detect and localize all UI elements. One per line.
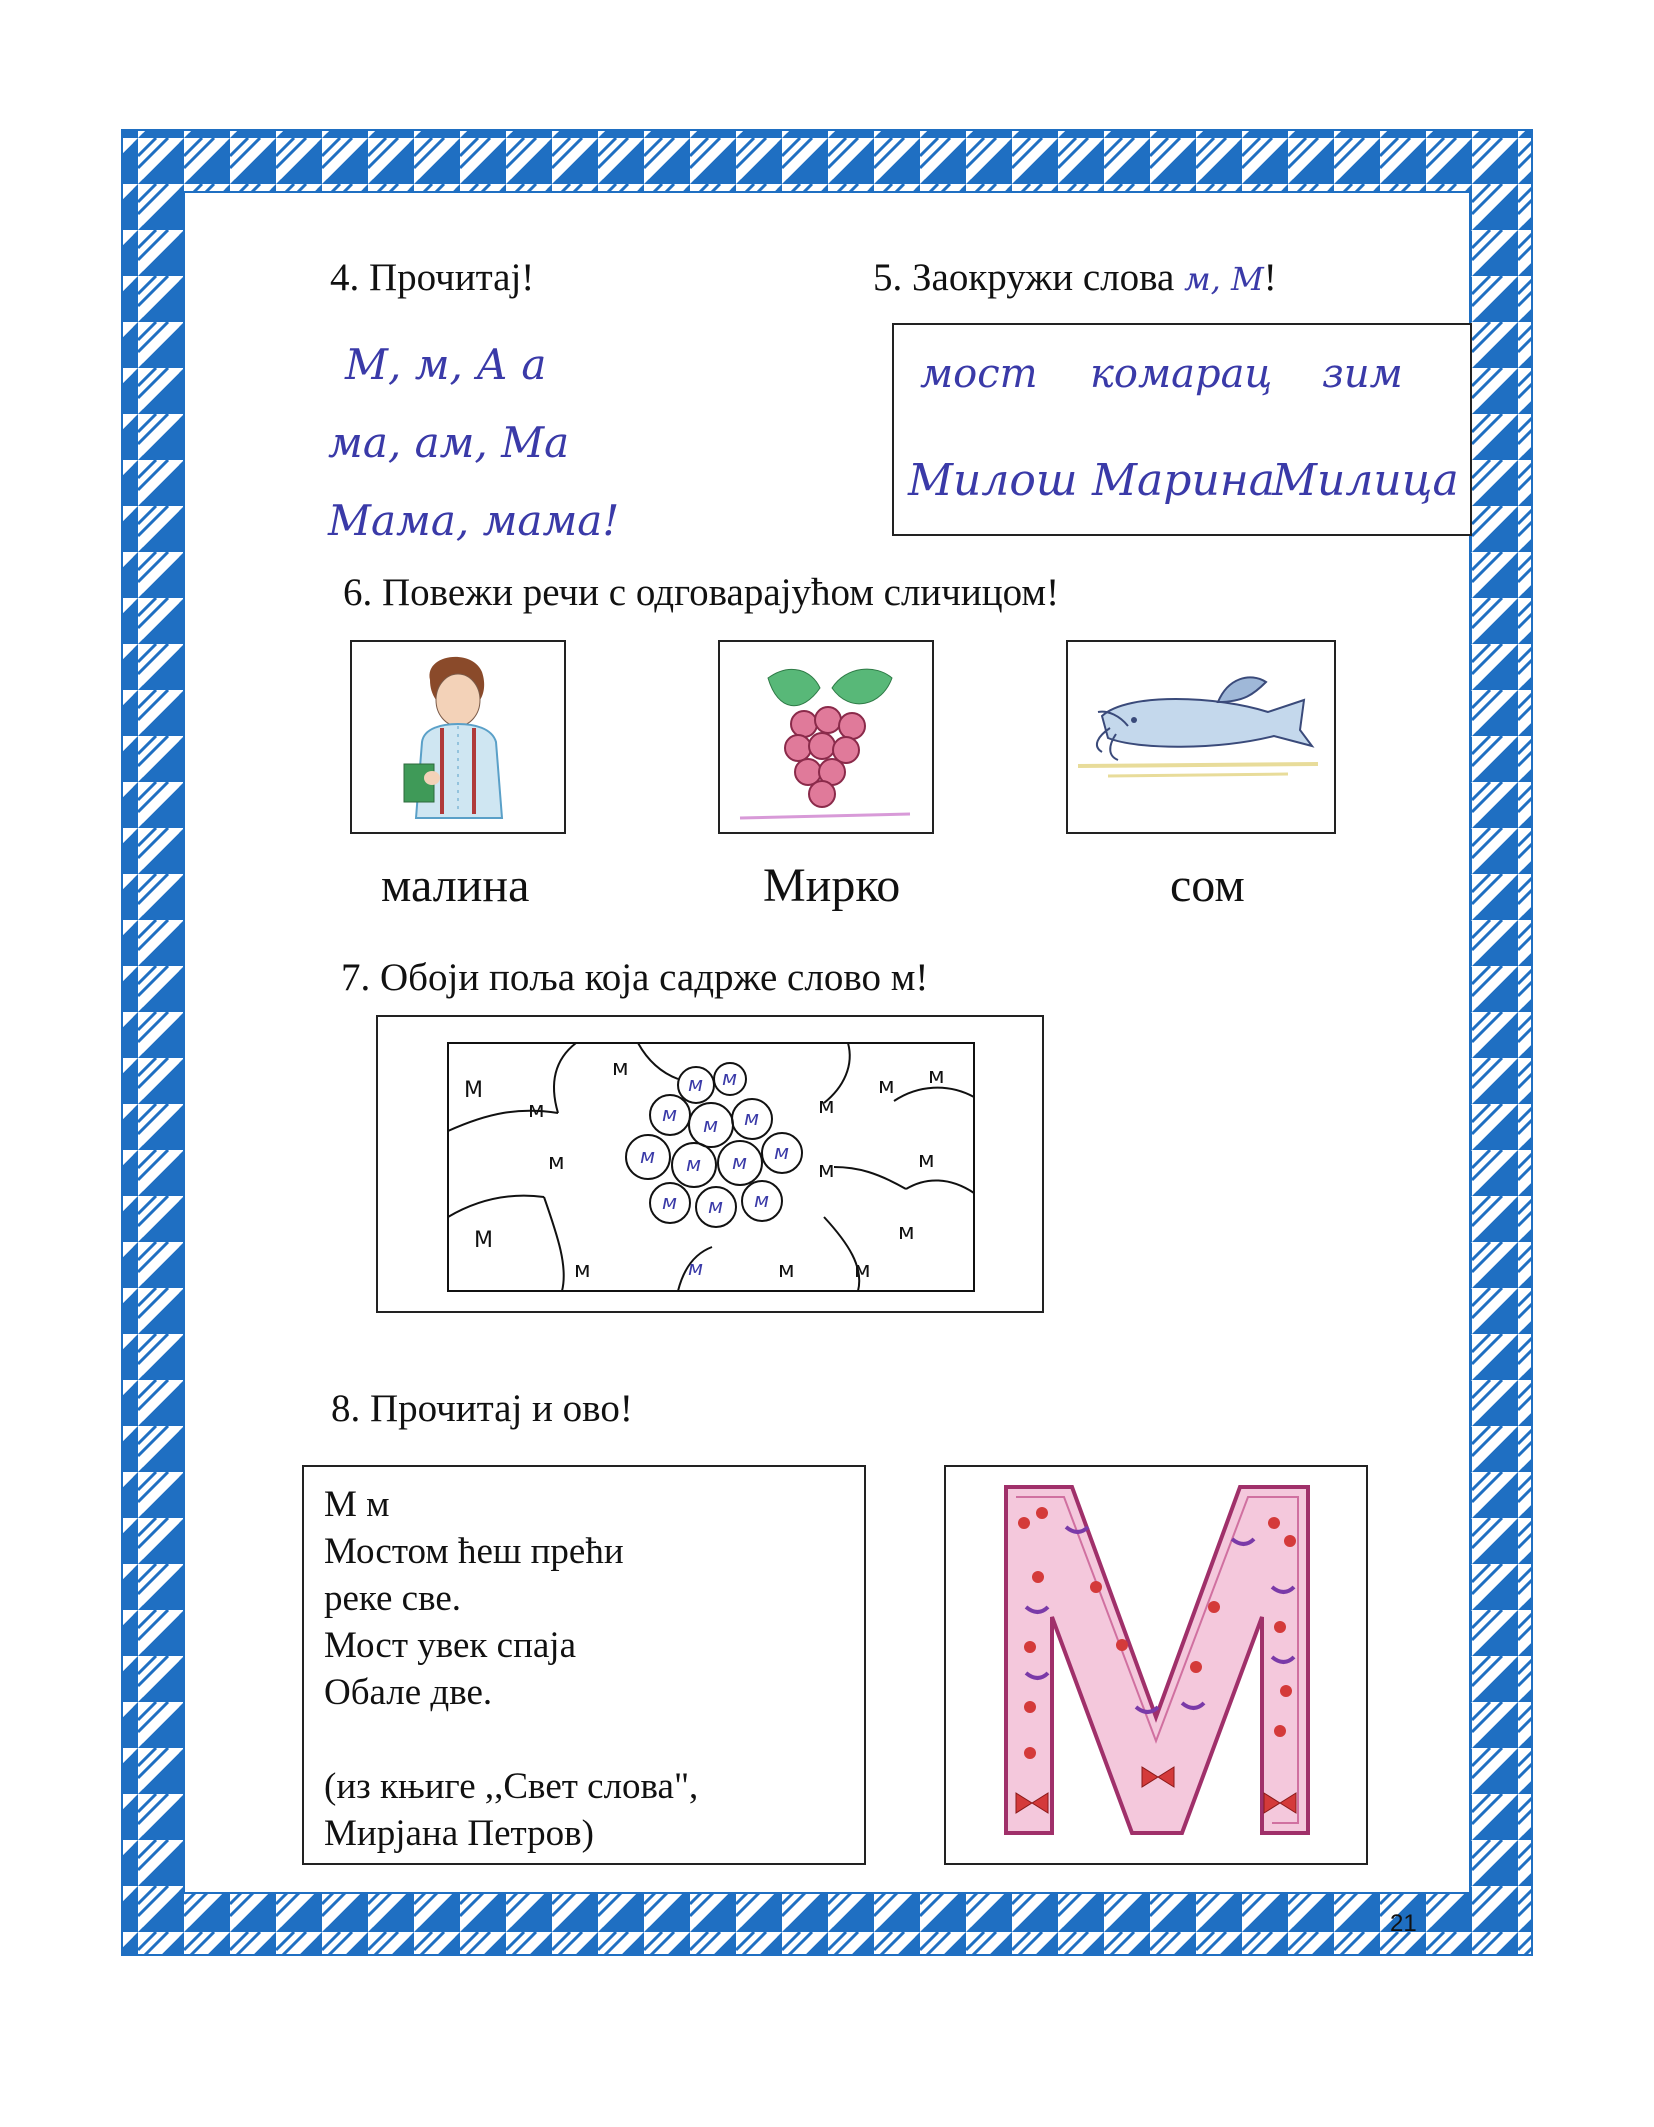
svg-text:м: м xyxy=(703,1113,719,1137)
task5-title-prefix: 5. Заокружи слова xyxy=(873,256,1175,299)
svg-text:м: м xyxy=(732,1150,748,1174)
task6-title: 6. Повежи речи с одговарајућом сличицом! xyxy=(343,571,1060,614)
catfish-illustration xyxy=(1068,642,1334,832)
svg-text:м: м xyxy=(528,1098,545,1123)
task5-word-milica[interactable]: Милица xyxy=(1272,455,1459,506)
task5-title-letters: м, М xyxy=(1184,260,1264,298)
poem-line-source: (из књиге ,,Свет слова", xyxy=(324,1766,699,1807)
poem-line-author: Мирјана Петров) xyxy=(324,1813,594,1854)
svg-text:м: м xyxy=(898,1220,915,1245)
task5-title xyxy=(873,255,1277,300)
poem-line-3: реке све. xyxy=(324,1578,461,1619)
svg-text:м: м xyxy=(662,1102,678,1126)
task5-word-box xyxy=(892,323,1472,536)
task6-word-malina[interactable]: малина xyxy=(381,859,530,912)
poem-line-2: Мостом ћеш прећи xyxy=(324,1531,624,1572)
poem-line-1: М м xyxy=(324,1484,390,1525)
task5-word-zim[interactable]: зим xyxy=(1322,351,1403,397)
task6-word-mirko[interactable]: Мирко xyxy=(763,859,901,912)
svg-text:м: м xyxy=(722,1066,738,1090)
svg-text:м: м xyxy=(662,1190,678,1214)
task7-title: 7. Обоји поља која садрже слово м! xyxy=(341,956,929,999)
task6-word-som[interactable]: сом xyxy=(1170,859,1245,912)
svg-text:м: м xyxy=(878,1074,895,1099)
task5-title-suffix: ! xyxy=(1263,256,1277,299)
poem-box xyxy=(302,1465,866,1865)
svg-text:М: М xyxy=(464,1078,483,1103)
task5-word-marina[interactable]: Марина xyxy=(1092,455,1276,506)
task5-word-komarac[interactable]: комарац xyxy=(1090,351,1273,397)
svg-text:м: м xyxy=(774,1140,790,1164)
decorated-letter-m xyxy=(946,1467,1366,1863)
task8-title: 8. Прочитај и ово! xyxy=(331,1387,633,1430)
svg-text:м: м xyxy=(818,1158,835,1183)
task4-title: 4. Прочитај! xyxy=(330,256,535,299)
coloring-field[interactable] xyxy=(378,1017,1042,1311)
task4-line-1: М, м, А а xyxy=(345,340,547,389)
svg-text:м: м xyxy=(686,1152,702,1176)
svg-text:м: м xyxy=(548,1150,565,1175)
poem-line-4: Мост увек спаја xyxy=(324,1625,576,1666)
svg-text:м: м xyxy=(688,1072,704,1096)
decorated-letter-box xyxy=(944,1465,1368,1865)
poem-line-blank xyxy=(324,1716,698,1763)
task4-line-2: ма, ам, Ма xyxy=(328,418,570,467)
svg-text:м: м xyxy=(928,1064,945,1089)
svg-text:м: м xyxy=(854,1258,871,1283)
poem-line-5: Обале две. xyxy=(324,1672,493,1713)
svg-text:м: м xyxy=(778,1258,795,1283)
svg-text:м: м xyxy=(612,1056,629,1081)
svg-text:м: м xyxy=(708,1194,724,1218)
page-number: 21 xyxy=(1390,1910,1417,1937)
task5-word-most[interactable]: мост xyxy=(920,351,1038,397)
svg-text:м: м xyxy=(744,1106,760,1130)
raspberry-illustration xyxy=(720,642,932,832)
svg-text:м: м xyxy=(754,1188,770,1212)
svg-text:м: м xyxy=(688,1256,704,1280)
task4-line-3: Мама, мама! xyxy=(328,496,620,545)
catfish-picture[interactable] xyxy=(1066,640,1336,834)
coloring-field-box xyxy=(376,1015,1044,1313)
svg-text:м: м xyxy=(574,1258,591,1283)
svg-text:м: м xyxy=(818,1094,835,1119)
poem xyxy=(324,1481,698,1857)
task5-word-milos[interactable]: Милош xyxy=(908,455,1078,506)
svg-text:м: м xyxy=(918,1148,935,1173)
svg-text:м: м xyxy=(640,1144,656,1168)
raspberry-picture[interactable] xyxy=(718,640,934,834)
boy-illustration xyxy=(352,642,564,832)
boy-picture[interactable] xyxy=(350,640,566,834)
svg-text:М: М xyxy=(474,1228,493,1253)
